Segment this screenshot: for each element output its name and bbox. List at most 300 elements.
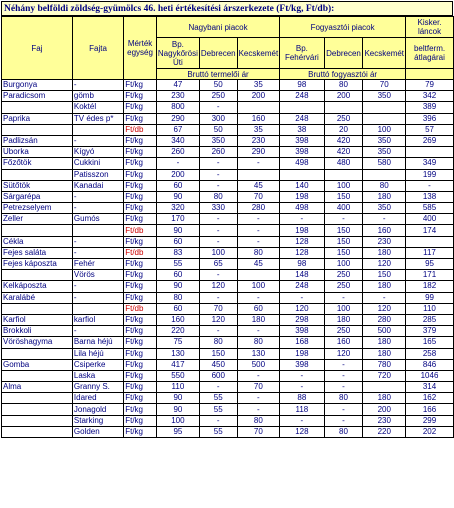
cell-price: 80 bbox=[199, 191, 237, 202]
table-row bbox=[2, 180, 454, 191]
cell-price: 580 bbox=[363, 158, 406, 169]
cell-price: 80 bbox=[199, 337, 237, 348]
cell-price: 55 bbox=[199, 393, 237, 404]
cell-unit: Ft/kg bbox=[124, 426, 157, 437]
cell-price: 250 bbox=[324, 270, 363, 281]
cell-fajta: Patisszon bbox=[72, 169, 123, 180]
cell-fajta: gömb bbox=[72, 91, 123, 102]
cell-price: - bbox=[280, 382, 324, 393]
cell-faj bbox=[2, 124, 73, 135]
cell-price: 330 bbox=[199, 203, 237, 214]
cell-price: 180 bbox=[363, 281, 406, 292]
cell-price: 298 bbox=[280, 314, 324, 325]
cell-price: - bbox=[156, 158, 199, 169]
cell-price: 67 bbox=[156, 124, 199, 135]
cell-fajta: - bbox=[72, 236, 123, 247]
table-row bbox=[2, 124, 454, 135]
cell-price: 75 bbox=[156, 337, 199, 348]
cell-price: 299 bbox=[406, 415, 454, 426]
cell-price bbox=[363, 113, 406, 124]
table-row bbox=[2, 203, 454, 214]
table-row bbox=[2, 303, 454, 314]
cell-price bbox=[324, 102, 363, 113]
cell-fajta: Koktél bbox=[72, 102, 123, 113]
cell-price: 166 bbox=[406, 404, 454, 415]
header-faj: Faj bbox=[2, 17, 73, 80]
cell-faj: Karalábé bbox=[2, 292, 73, 303]
cell-faj: Vöröshagyma bbox=[2, 337, 73, 348]
cell-price bbox=[237, 102, 280, 113]
cell-price: 165 bbox=[406, 337, 454, 348]
table-row bbox=[2, 382, 454, 393]
table-row bbox=[2, 247, 454, 258]
cell-fajta: Gumós bbox=[72, 214, 123, 225]
cell-price: 162 bbox=[406, 393, 454, 404]
cell-price: 480 bbox=[324, 158, 363, 169]
cell-price: 88 bbox=[280, 393, 324, 404]
cell-unit: Ft/kg bbox=[124, 102, 157, 113]
cell-price: 498 bbox=[280, 203, 324, 214]
cell-price: 90 bbox=[156, 281, 199, 292]
table-row bbox=[2, 147, 454, 158]
cell-price: 780 bbox=[363, 359, 406, 370]
cell-price: 248 bbox=[280, 113, 324, 124]
cell-price: 120 bbox=[199, 314, 237, 325]
cell-price: 200 bbox=[156, 169, 199, 180]
header-retail-market: beltferm. átlagárai bbox=[406, 38, 454, 69]
cell-faj: Uborka bbox=[2, 147, 73, 158]
table-row bbox=[2, 169, 454, 180]
cell-fajta: Idared bbox=[72, 393, 123, 404]
header-consumer-market: Bp. Fehérvári bbox=[280, 38, 324, 69]
cell-unit: Ft/kg bbox=[124, 292, 157, 303]
cell-price: 250 bbox=[324, 281, 363, 292]
cell-fajta: - bbox=[72, 203, 123, 214]
cell-price: 100 bbox=[199, 247, 237, 258]
cell-price: 200 bbox=[237, 91, 280, 102]
cell-unit: Ft/kg bbox=[124, 359, 157, 370]
cell-fajta: Kígyó bbox=[72, 147, 123, 158]
cell-price: 350 bbox=[199, 135, 237, 146]
cell-price: 138 bbox=[406, 191, 454, 202]
cell-price: 70 bbox=[199, 303, 237, 314]
table-row bbox=[2, 113, 454, 124]
cell-price: 148 bbox=[280, 270, 324, 281]
cell-price: 50 bbox=[199, 80, 237, 91]
cell-price: - bbox=[199, 158, 237, 169]
cell-price: 98 bbox=[280, 80, 324, 91]
cell-fajta: - bbox=[72, 135, 123, 146]
cell-price: 130 bbox=[156, 348, 199, 359]
cell-price: 198 bbox=[280, 225, 324, 236]
cell-price: 80 bbox=[324, 393, 363, 404]
cell-price: 47 bbox=[156, 80, 199, 91]
cell-fajta: Cukkini bbox=[72, 158, 123, 169]
cell-faj bbox=[2, 303, 73, 314]
cell-faj: Kelkáposzta bbox=[2, 281, 73, 292]
cell-price: - bbox=[237, 225, 280, 236]
cell-price: 280 bbox=[363, 314, 406, 325]
cell-faj bbox=[2, 370, 73, 381]
table-row bbox=[2, 236, 454, 247]
cell-price bbox=[406, 147, 454, 158]
cell-unit: Ft/kg bbox=[124, 180, 157, 191]
cell-price bbox=[363, 102, 406, 113]
cell-fajta: - bbox=[72, 292, 123, 303]
cell-price: - bbox=[237, 292, 280, 303]
cell-fajta: Starking bbox=[72, 415, 123, 426]
cell-price: - bbox=[199, 382, 237, 393]
cell-fajta: - bbox=[72, 326, 123, 337]
table-row bbox=[2, 348, 454, 359]
cell-price: 160 bbox=[237, 113, 280, 124]
cell-price: 398 bbox=[280, 359, 324, 370]
cell-price: - bbox=[280, 214, 324, 225]
cell-price: 340 bbox=[156, 135, 199, 146]
cell-price: 80 bbox=[363, 180, 406, 191]
cell-price: 269 bbox=[406, 135, 454, 146]
cell-fajta: Vörös bbox=[72, 270, 123, 281]
cell-price: 110 bbox=[156, 382, 199, 393]
cell-price: - bbox=[199, 169, 237, 180]
cell-faj bbox=[2, 426, 73, 437]
cell-price: - bbox=[237, 236, 280, 247]
cell-price: - bbox=[199, 415, 237, 426]
cell-price: - bbox=[324, 415, 363, 426]
cell-unit: Ft/kg bbox=[124, 113, 157, 124]
cell-price: 846 bbox=[406, 359, 454, 370]
cell-price: 285 bbox=[406, 314, 454, 325]
cell-price: 130 bbox=[237, 348, 280, 359]
cell-price: 168 bbox=[280, 337, 324, 348]
cell-price: 498 bbox=[280, 158, 324, 169]
cell-price: 170 bbox=[156, 214, 199, 225]
cell-price: 550 bbox=[156, 370, 199, 381]
cell-unit: Ft/kg bbox=[124, 314, 157, 325]
cell-price: - bbox=[199, 292, 237, 303]
cell-price bbox=[324, 169, 363, 180]
cell-price: 349 bbox=[406, 158, 454, 169]
cell-price: 350 bbox=[363, 203, 406, 214]
cell-fajta: Laska bbox=[72, 370, 123, 381]
cell-price: - bbox=[199, 225, 237, 236]
cell-price: 50 bbox=[199, 124, 237, 135]
cell-faj: Brokkoli bbox=[2, 326, 73, 337]
cell-price: 80 bbox=[324, 80, 363, 91]
table-row bbox=[2, 326, 454, 337]
cell-price: 35 bbox=[237, 80, 280, 91]
header-gross-consumer: Bruttó fogyasztói ár bbox=[280, 69, 406, 80]
cell-price: 180 bbox=[363, 191, 406, 202]
cell-unit: Ft/kg bbox=[124, 158, 157, 169]
table-row bbox=[2, 281, 454, 292]
cell-unit: Ft/kg bbox=[124, 415, 157, 426]
cell-price: 95 bbox=[156, 426, 199, 437]
cell-fajta: karfiol bbox=[72, 314, 123, 325]
header-retail: Kisker. láncok bbox=[406, 17, 454, 38]
header-wholesale-market: Kecskemét bbox=[237, 38, 280, 69]
cell-price: 180 bbox=[363, 337, 406, 348]
cell-price: 80 bbox=[237, 337, 280, 348]
header-consumer: Fogyasztói piacok bbox=[280, 17, 406, 38]
cell-price: 100 bbox=[324, 303, 363, 314]
cell-unit: Ft/db bbox=[124, 247, 157, 258]
cell-price: - bbox=[199, 270, 237, 281]
cell-price: 80 bbox=[237, 415, 280, 426]
cell-unit: Ft/kg bbox=[124, 382, 157, 393]
cell-unit: Ft/kg bbox=[124, 281, 157, 292]
cell-price bbox=[363, 382, 406, 393]
cell-unit: Ft/db bbox=[124, 303, 157, 314]
table-row bbox=[2, 426, 454, 437]
cell-price bbox=[280, 169, 324, 180]
table-title: Néhány belföldi zöldség-gyümölcs 46. heti értékesítési árszerkezete (Ft/kg, Ft/db): bbox=[1, 1, 453, 16]
cell-fajta: Golden bbox=[72, 426, 123, 437]
cell-price: 500 bbox=[237, 359, 280, 370]
header-unit: Mérték egység bbox=[124, 17, 157, 80]
cell-price: 80 bbox=[324, 426, 363, 437]
cell-unit: Ft/kg bbox=[124, 404, 157, 415]
cell-price: 98 bbox=[280, 259, 324, 270]
cell-price: 140 bbox=[280, 180, 324, 191]
cell-price: 38 bbox=[280, 124, 324, 135]
header-wholesale-market: Bp. Nagykőrösi Úti bbox=[157, 39, 198, 67]
cell-price: 220 bbox=[156, 326, 199, 337]
cell-price: 150 bbox=[324, 191, 363, 202]
cell-price: - bbox=[199, 236, 237, 247]
cell-faj: Cékla bbox=[2, 236, 73, 247]
cell-price: - bbox=[199, 214, 237, 225]
table-row bbox=[2, 225, 454, 236]
cell-price: 420 bbox=[324, 135, 363, 146]
cell-price: - bbox=[280, 292, 324, 303]
cell-unit: Ft/kg bbox=[124, 393, 157, 404]
cell-price: 198 bbox=[280, 191, 324, 202]
header-gross-producer: Bruttó termelői ár bbox=[156, 69, 279, 80]
cell-price: 350 bbox=[363, 147, 406, 158]
cell-faj: Karfiol bbox=[2, 314, 73, 325]
cell-fajta: Jonagold bbox=[72, 404, 123, 415]
cell-price: 400 bbox=[406, 214, 454, 225]
cell-price: 200 bbox=[363, 404, 406, 415]
cell-price: 320 bbox=[156, 203, 199, 214]
cell-price: 720 bbox=[363, 370, 406, 381]
cell-price: 35 bbox=[237, 124, 280, 135]
cell-faj bbox=[2, 348, 73, 359]
cell-price: 171 bbox=[406, 270, 454, 281]
cell-price: 100 bbox=[156, 415, 199, 426]
cell-price bbox=[237, 270, 280, 281]
cell-price: 55 bbox=[199, 404, 237, 415]
cell-price: 160 bbox=[156, 314, 199, 325]
cell-price: 389 bbox=[406, 102, 454, 113]
cell-faj bbox=[2, 225, 73, 236]
cell-unit: Ft/kg bbox=[124, 135, 157, 146]
cell-fajta bbox=[72, 303, 123, 314]
header-fajta: Fajta bbox=[72, 17, 123, 80]
cell-price: - bbox=[324, 404, 363, 415]
cell-faj: Petrezselyem bbox=[2, 203, 73, 214]
cell-price: 400 bbox=[324, 203, 363, 214]
cell-price: 258 bbox=[406, 348, 454, 359]
cell-price: - bbox=[324, 382, 363, 393]
cell-faj: Padlizsán bbox=[2, 135, 73, 146]
cell-price: 120 bbox=[199, 281, 237, 292]
cell-price: 500 bbox=[363, 326, 406, 337]
cell-price: 230 bbox=[237, 135, 280, 146]
table-row bbox=[2, 337, 454, 348]
cell-price: 250 bbox=[199, 91, 237, 102]
cell-faj: Paradicsom bbox=[2, 91, 73, 102]
cell-price: - bbox=[363, 292, 406, 303]
cell-faj: Sütőtök bbox=[2, 180, 73, 191]
cell-fajta: Barna héjú bbox=[72, 337, 123, 348]
cell-faj bbox=[2, 393, 73, 404]
cell-price: 200 bbox=[324, 91, 363, 102]
cell-price: 128 bbox=[280, 236, 324, 247]
cell-price: - bbox=[237, 158, 280, 169]
cell-price bbox=[280, 102, 324, 113]
cell-fajta bbox=[72, 225, 123, 236]
cell-price: 180 bbox=[363, 247, 406, 258]
cell-price: 45 bbox=[237, 259, 280, 270]
cell-price: 60 bbox=[156, 270, 199, 281]
cell-price: 120 bbox=[280, 303, 324, 314]
cell-price: 70 bbox=[363, 80, 406, 91]
cell-price: 1046 bbox=[406, 370, 454, 381]
cell-price: 230 bbox=[156, 91, 199, 102]
header-blank bbox=[406, 69, 454, 80]
header-consumer-market: Kecskemét bbox=[363, 38, 406, 69]
table-row bbox=[2, 404, 454, 415]
cell-price: 280 bbox=[237, 203, 280, 214]
cell-fajta: - bbox=[72, 281, 123, 292]
cell-price: 150 bbox=[324, 236, 363, 247]
cell-price: 80 bbox=[237, 247, 280, 258]
cell-price: 128 bbox=[280, 247, 324, 258]
cell-unit: Ft/db bbox=[124, 225, 157, 236]
cell-price: 100 bbox=[363, 124, 406, 135]
cell-price: 800 bbox=[156, 102, 199, 113]
cell-price: 150 bbox=[199, 348, 237, 359]
cell-price: 100 bbox=[237, 281, 280, 292]
cell-price: 55 bbox=[156, 259, 199, 270]
cell-price: 150 bbox=[324, 247, 363, 258]
cell-price: - bbox=[324, 359, 363, 370]
cell-fajta: - bbox=[72, 80, 123, 91]
cell-unit: Ft/kg bbox=[124, 337, 157, 348]
cell-price: 60 bbox=[156, 180, 199, 191]
cell-faj: Burgonya bbox=[2, 80, 73, 91]
table-row bbox=[2, 370, 454, 381]
cell-unit: Ft/kg bbox=[124, 236, 157, 247]
cell-price: 90 bbox=[156, 404, 199, 415]
table-row bbox=[2, 259, 454, 270]
cell-unit: Ft/kg bbox=[124, 348, 157, 359]
cell-price: 100 bbox=[324, 259, 363, 270]
table-row bbox=[2, 158, 454, 169]
cell-price: 45 bbox=[237, 180, 280, 191]
cell-fajta: TV édes p* bbox=[72, 113, 123, 124]
cell-price: 342 bbox=[406, 91, 454, 102]
cell-fajta bbox=[72, 124, 123, 135]
cell-price: 182 bbox=[406, 281, 454, 292]
cell-fajta: - bbox=[72, 247, 123, 258]
cell-price: 248 bbox=[280, 281, 324, 292]
cell-price: 260 bbox=[199, 147, 237, 158]
cell-price: 180 bbox=[237, 314, 280, 325]
cell-price: 99 bbox=[406, 292, 454, 303]
cell-price: 70 bbox=[237, 191, 280, 202]
cell-price: 160 bbox=[324, 337, 363, 348]
cell-fajta: Csiperke bbox=[72, 359, 123, 370]
cell-price: 95 bbox=[406, 259, 454, 270]
cell-price: - bbox=[324, 370, 363, 381]
cell-faj: Sárgarépa bbox=[2, 191, 73, 202]
cell-price: 100 bbox=[324, 180, 363, 191]
cell-price: 90 bbox=[156, 393, 199, 404]
cell-price: 398 bbox=[280, 326, 324, 337]
cell-price: 79 bbox=[406, 80, 454, 91]
cell-price: 398 bbox=[280, 135, 324, 146]
cell-price: - bbox=[363, 214, 406, 225]
cell-price: - bbox=[324, 214, 363, 225]
cell-price: 199 bbox=[406, 169, 454, 180]
table-row bbox=[2, 415, 454, 426]
table-row bbox=[2, 191, 454, 202]
table-row bbox=[2, 102, 454, 113]
cell-price: 220 bbox=[363, 426, 406, 437]
table-row bbox=[2, 314, 454, 325]
cell-price: 600 bbox=[199, 370, 237, 381]
cell-price: - bbox=[406, 180, 454, 191]
cell-price: 300 bbox=[199, 113, 237, 124]
cell-price: - bbox=[199, 180, 237, 191]
cell-price: 120 bbox=[324, 348, 363, 359]
cell-faj bbox=[2, 415, 73, 426]
table-row bbox=[2, 359, 454, 370]
cell-unit: Ft/kg bbox=[124, 203, 157, 214]
cell-price bbox=[363, 169, 406, 180]
table-row bbox=[2, 91, 454, 102]
table-row bbox=[2, 135, 454, 146]
cell-price: 128 bbox=[280, 426, 324, 437]
cell-price: - bbox=[237, 326, 280, 337]
cell-price: 230 bbox=[363, 236, 406, 247]
table-row bbox=[2, 393, 454, 404]
cell-price: 379 bbox=[406, 326, 454, 337]
table-row bbox=[2, 270, 454, 281]
cell-unit: Ft/db bbox=[124, 124, 157, 135]
cell-price: 60 bbox=[156, 236, 199, 247]
cell-price: 150 bbox=[363, 270, 406, 281]
cell-price: 180 bbox=[363, 393, 406, 404]
cell-price: 290 bbox=[237, 147, 280, 158]
cell-price: 57 bbox=[406, 124, 454, 135]
cell-faj: Alma bbox=[2, 382, 73, 393]
cell-faj bbox=[2, 404, 73, 415]
price-table bbox=[1, 16, 454, 438]
cell-price: - bbox=[237, 370, 280, 381]
cell-fajta: - bbox=[72, 191, 123, 202]
cell-price: - bbox=[237, 393, 280, 404]
cell-price: 55 bbox=[199, 426, 237, 437]
cell-faj: Paprika bbox=[2, 113, 73, 124]
cell-unit: Ft/kg bbox=[124, 91, 157, 102]
cell-price: 60 bbox=[156, 303, 199, 314]
cell-faj bbox=[2, 102, 73, 113]
cell-unit: Ft/kg bbox=[124, 214, 157, 225]
